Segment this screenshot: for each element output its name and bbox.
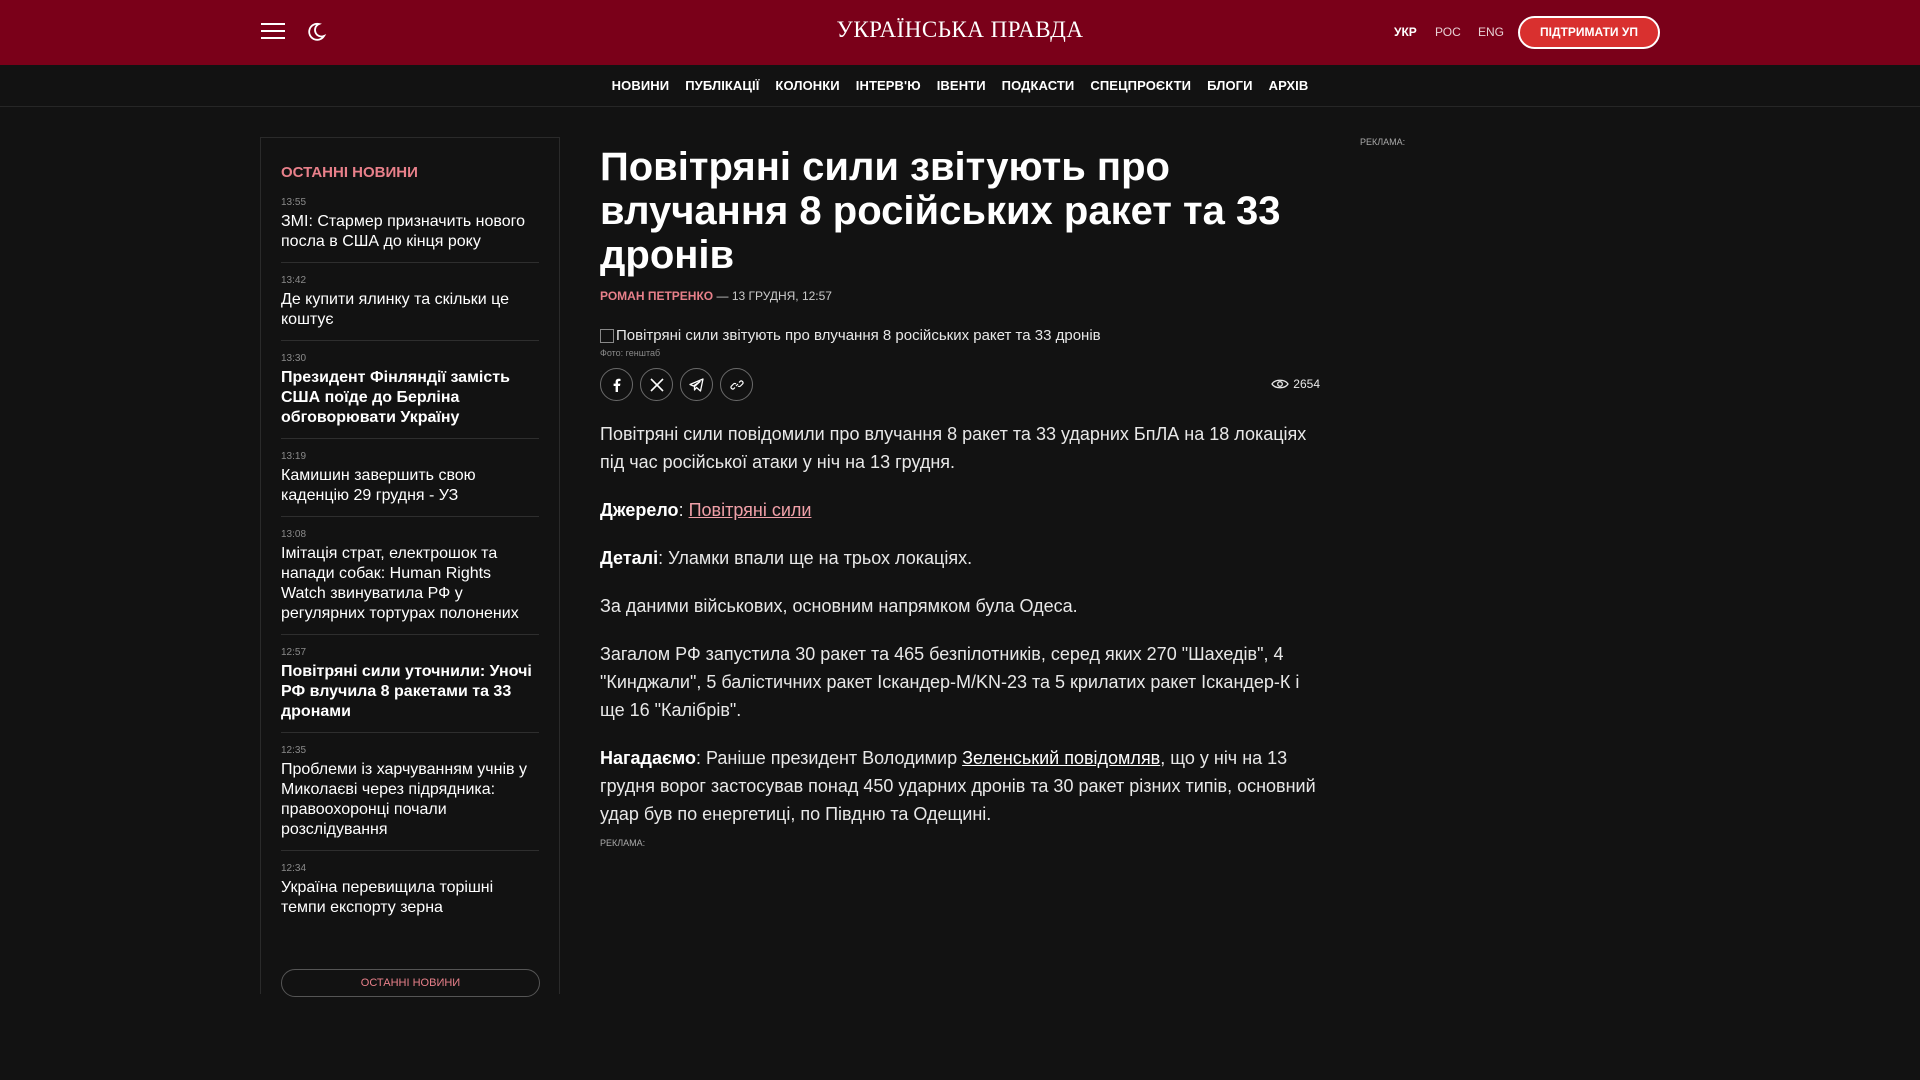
news-link[interactable]: Президент Фінляндії замість США поїде до Берліна обговорювати Україну — [281, 369, 510, 426]
photo-credit: Фото: генштаб — [600, 348, 661, 358]
facebook-share-icon[interactable] — [600, 368, 633, 401]
news-list-item — [281, 347, 539, 439]
sidebar-title[interactable]: ОСТАННІ НОВИНИ — [281, 164, 418, 181]
news-time: 12:34 — [281, 863, 307, 874]
nav-item-special-projects[interactable]: СПЕЦПРОЄКТИ — [1090, 78, 1192, 93]
broken-image-icon — [600, 329, 614, 343]
nav-item-blogs[interactable]: БЛОГИ — [1207, 78, 1253, 93]
news-list-item — [281, 269, 539, 341]
news-link[interactable]: Імітація страт, електрошок та напади собак: Human Rights Watch звинуватила РФ у регулярних тортурах полонених — [281, 545, 519, 622]
details-label: Деталі — [600, 548, 659, 568]
copy-link-icon[interactable] — [720, 368, 753, 401]
article-lead: Повітряні сили повідомили про влучання 8 ракет та 33 ударних БпЛА на 18 локаціях під час російської атаки у ніч на 13 грудня. — [600, 424, 1307, 472]
colon: : — [695, 748, 706, 768]
dark-mode-toggle-icon[interactable] — [305, 21, 327, 43]
menu-icon[interactable] — [261, 23, 285, 41]
support-button[interactable]: ПІДТРИМАТИ УП — [1518, 16, 1660, 49]
lang-eng[interactable]: ENG — [1478, 25, 1505, 39]
article-byline — [600, 289, 1320, 303]
colon: : — [678, 500, 689, 520]
remind-label: Нагадаємо — [600, 748, 696, 768]
news-list-item — [281, 857, 539, 928]
news-time: 12:35 — [281, 745, 307, 756]
article-details — [600, 544, 1320, 572]
main-navigation — [0, 65, 1920, 107]
author-link[interactable]: РОМАН ПЕТРЕНКО — [600, 289, 714, 303]
news-list-item — [281, 191, 539, 263]
source-label: Джерело — [600, 500, 679, 520]
view-count — [1271, 377, 1320, 391]
top-header-bar — [0, 0, 1920, 65]
news-time: 13:08 — [281, 529, 307, 540]
eye-icon — [1271, 378, 1289, 390]
nav-item-news[interactable]: НОВИНИ — [611, 78, 670, 93]
telegram-share-icon[interactable] — [680, 368, 713, 401]
article-image — [600, 327, 1320, 344]
news-list-item — [281, 523, 539, 635]
view-count-value: 2654 — [1293, 377, 1320, 391]
x-share-icon[interactable] — [640, 368, 673, 401]
news-link[interactable]: Повітряні сили уточнили: Уночі РФ влучила 8 ракетами та 33 дронами — [281, 663, 532, 720]
article-ad-label: РЕКЛАМА: — [600, 838, 646, 848]
nav-item-publications[interactable]: ПУБЛІКАЦІЇ — [685, 78, 760, 93]
article-headline: Повітряні сили звітують про влучання 8 російських ракет та 33 дронів — [600, 145, 1281, 277]
nav-item-columns[interactable]: КОЛОНКИ — [775, 78, 840, 93]
news-time: 12:57 — [281, 647, 307, 658]
news-time: 13:30 — [281, 353, 307, 364]
article-date: 13 ГРУДНЯ, 12:57 — [731, 289, 832, 303]
news-time: 13:19 — [281, 451, 307, 462]
news-list-item — [281, 445, 539, 517]
news-link[interactable]: ЗМІ: Стармер призначить нового посла в США до кінця року — [281, 213, 526, 250]
latest-news-button[interactable]: ОСТАННІ НОВИНИ — [281, 969, 540, 997]
news-link[interactable]: Проблеми із харчуванням учнів у Миколаєві через підрядника: правоохоронці почали розслідування — [281, 761, 527, 838]
nav-item-podcasts[interactable]: ПОДКАСТИ — [1001, 78, 1075, 93]
article-paragraph: Загалом РФ запустила 30 ракет та 465 безпілотників, серед яких 270 "Шахедів", 4 "Кинджали", 5 балістичних ракет Іскандер-М/KN-23 та 5 крилатих ракет Іскандер-К і ще 16 "Калібрів". — [600, 644, 1300, 720]
news-link[interactable]: Де купити ялинку та скільки це коштує — [281, 291, 510, 328]
image-alt-text: Повітряні сили звітують про влучання 8 російських ракет та 33 дронів — [616, 327, 1101, 344]
share-row — [600, 368, 1320, 402]
date-separator: — — [713, 289, 732, 303]
news-link[interactable]: Україна перевищила торішні темпи експорту зерна — [281, 879, 494, 916]
lang-ukr[interactable]: УКР — [1394, 25, 1417, 39]
news-time: 13:55 — [281, 197, 307, 208]
zelensky-link[interactable]: Зеленський повідомляв — [962, 748, 1161, 768]
nav-item-interviews[interactable]: ІНТЕРВ'Ю — [855, 78, 921, 93]
nav-item-events[interactable]: ІВЕНТИ — [936, 78, 986, 93]
nav-item-archive[interactable]: АРХІВ — [1268, 78, 1309, 93]
right-ad-label: РЕКЛАМА: — [1360, 137, 1406, 147]
news-link[interactable]: Камишин завершить свою каденцію 29 грудня - УЗ — [281, 467, 476, 504]
remind-pre: Раніше президент Володимир — [705, 748, 963, 768]
article — [600, 145, 1320, 848]
remind-post: , що у ніч на 13 грудня ворог застосував понад 450 ударних дронів та 30 ракет різних типів, основний удар був по енергетиці, по Півдню та Одещині. — [600, 748, 1316, 824]
source-link[interactable]: Повітряні сили — [688, 500, 812, 520]
article-paragraph: За даними військових, основним напрямком була Одеса. — [600, 596, 1078, 616]
news-list-item — [281, 641, 539, 733]
lang-ros[interactable]: РОС — [1435, 25, 1461, 39]
news-time: 13:42 — [281, 275, 307, 286]
colon: : — [658, 548, 669, 568]
news-list-item — [281, 739, 539, 851]
article-reminder — [600, 744, 1320, 828]
details-text: Уламки впали ще на трьох локаціях. — [668, 548, 973, 568]
latest-news-sidebar — [260, 137, 560, 994]
site-logo[interactable]: УКРАЇНСЬКА ПРАВДА — [836, 17, 1084, 42]
article-source — [600, 496, 1320, 524]
